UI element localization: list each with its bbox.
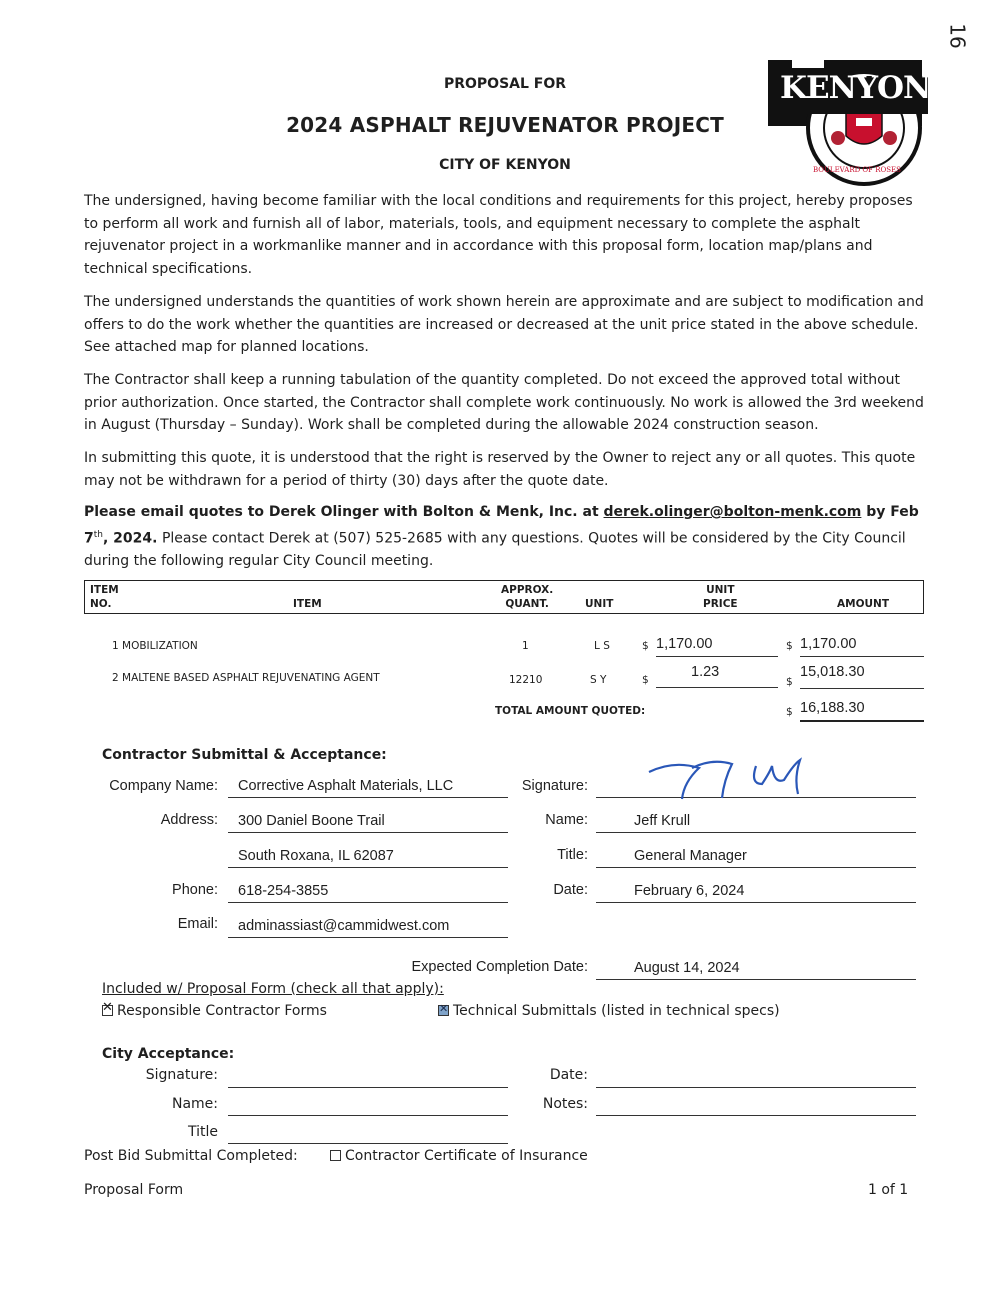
proposal-title: 2024 ASPHALT REJUVENATOR PROJECT (286, 113, 724, 137)
email-paragraph: Please email quotes to Derek Olinger with Bolton & Menk, Inc. at derek.olinger@bolton-menk.com by Feb 7th, 2024. Please contact Derek at (507) 525-2685 with any questions. Quotes will be considered by the City Council during the following regular City Council meeting. (84, 504, 919, 569)
email-instruction: Please email quotes to Derek Olinger with Bolton & Menk, Inc. at (84, 504, 604, 520)
company-name-field[interactable]: Corrective Asphalt Materials, LLC (228, 776, 508, 798)
deadline-text: by Feb 7 (84, 504, 919, 547)
technical-submittals-option[interactable] (438, 1003, 780, 1019)
row-2-unit: S Y (590, 674, 607, 686)
row-1-amount[interactable]: 1,170.00 (800, 636, 924, 657)
total-label: TOTAL AMOUNT QUOTED: (495, 705, 646, 717)
quantities-paragraph: The undersigned understands the quantities of work shown herein are approximate and are subject to modification and offers to do the work whether the quantities are increased or decreased at the unit price stated in the above schedule. See attached map for planned locations. (84, 294, 924, 355)
responsible-contractor-checkbox[interactable]: ✕ (102, 1000, 113, 1015)
row-2-quant: 12210 (509, 674, 543, 686)
th-item-no-2: NO. (90, 598, 112, 610)
tabulation-paragraph: The Contractor shall keep a running tabulation of the quantity completed. Do not exceed the approved total without prior authorization. Once started, the Contractor shall complete work continuously. No work is allowed the 3rd weekend in August (Thursday – Sunday). Work shall be completed during the allowable 2024 construction season. (84, 372, 924, 433)
title-label: Title: (557, 847, 588, 863)
city-subtitle: CITY OF KENYON (439, 157, 571, 173)
footer-right: 1 of 1 (868, 1182, 909, 1198)
row-2-amount[interactable]: 15,018.30 (800, 664, 924, 689)
city-signature-field[interactable] (228, 1066, 508, 1088)
address-line-2-field[interactable]: South Roxana, IL 62087 (228, 846, 508, 868)
total-currency: $ (786, 706, 793, 718)
included-heading: Included w/ Proposal Form (check all that apply): (102, 981, 444, 997)
bid-table-header (84, 580, 924, 614)
proposal-pre-title: PROPOSAL FOR (443, 76, 567, 92)
date-label: Date: (553, 882, 588, 898)
row-2-amount-currency: $ (786, 676, 793, 688)
phone-label: Phone: (172, 882, 218, 898)
th-quant-2: QUANT. (505, 598, 549, 610)
withdrawal-paragraph: In submitting this quote, it is understood that the right is reserved by the Owner to reject any or all quotes. This quote may not be withdrawn for a period of thirty (30) days after the quote date. (84, 450, 916, 489)
th-item-no-1: ITEM (90, 584, 119, 596)
contractor-signature-field[interactable] (596, 776, 916, 798)
city-acceptance-heading: City Acceptance: (102, 1046, 235, 1062)
technical-submittals-checkbox[interactable] (438, 1005, 449, 1016)
city-date-field[interactable] (596, 1066, 916, 1088)
city-title-label: Title (187, 1124, 218, 1140)
email-label: Email: (177, 916, 218, 932)
row-1-quant: 1 (522, 640, 529, 652)
name-label: Name: (545, 812, 588, 828)
contractor-heading: Contractor Submittal & Acceptance: (102, 747, 387, 763)
row-2-currency: $ (642, 674, 649, 686)
certificate-insurance-label: Contractor Certificate of Insurance (345, 1148, 588, 1164)
contact-email-link[interactable]: derek.olinger@bolton-menk.com (603, 504, 862, 520)
logo-ring-text: BOULEVARD OF ROSES (813, 166, 901, 174)
address-line-1-field[interactable]: 300 Daniel Boone Trail (228, 811, 508, 833)
kenyon-logo (762, 56, 930, 186)
row-2-unit-price[interactable]: 1.23 (656, 664, 778, 688)
total-amount[interactable]: 16,188.30 (800, 700, 924, 722)
row-1-currency: $ (642, 640, 649, 652)
certificate-insurance-option[interactable] (330, 1148, 588, 1164)
completion-date-field[interactable]: August 14, 2024 (596, 958, 916, 980)
deadline-year: , 2024 (102, 530, 153, 547)
phone-field[interactable]: 618-254-3855 (228, 881, 508, 903)
th-item: ITEM (293, 598, 322, 610)
page-number: 16 (945, 23, 970, 49)
row-1-unit: L S (594, 640, 610, 652)
certificate-insurance-checkbox[interactable] (330, 1150, 341, 1161)
deadline-sup: th (93, 529, 103, 540)
address-label: Address: (160, 812, 218, 828)
row-1-item: 1 MOBILIZATION (112, 640, 198, 652)
contractor-name-field[interactable]: Jeff Krull (596, 811, 916, 833)
contractor-title-field[interactable]: General Manager (596, 846, 916, 868)
th-unit: UNIT (585, 598, 614, 610)
handwritten-signature (644, 754, 824, 804)
technical-submittals-label: Technical Submittals (listed in technical specs) (453, 1003, 780, 1019)
email-field[interactable]: adminassiast@cammidwest.com (228, 916, 508, 938)
responsible-contractor-label: Responsible Contractor Forms (117, 1003, 327, 1019)
contact-text: Please contact Derek at (507) 525-2685 with any questions. Quotes will be considered by the City Council during the following regular City Council meeting. (84, 530, 906, 569)
completion-date-label: Expected Completion Date: (411, 959, 588, 975)
th-price-1: UNIT (706, 584, 735, 596)
city-notes-label: Notes: (542, 1096, 588, 1112)
intro-paragraph: The undersigned, having become familiar with the local conditions and requirements for this project, hereby proposes to perform all work and furnish all of labor, materials, tools, and equipment necessary to complete the asphalt rejuvenator project in a workmanlike manner and in accordance with this proposal form, location map/plans and technical specifications. (84, 193, 913, 277)
city-date-label: Date: (549, 1067, 588, 1083)
row-1-amount-currency: $ (786, 640, 793, 652)
city-name-field[interactable] (228, 1094, 508, 1116)
post-bid-label: Post Bid Submittal Completed: (84, 1148, 298, 1164)
company-name-label: Company Name: (109, 778, 218, 794)
signature-label: Signature: (521, 778, 588, 794)
city-signature-label: Signature: (145, 1067, 218, 1083)
row-2-item: 2 MALTENE BASED ASPHALT REJUVENATING AGENT (112, 672, 380, 684)
city-notes-field[interactable] (596, 1094, 916, 1116)
footer-left: Proposal Form (84, 1182, 184, 1198)
th-amount: AMOUNT (837, 598, 889, 610)
responsible-contractor-option[interactable] (102, 1000, 327, 1019)
th-quant-1: APPROX. (501, 584, 554, 596)
city-name-label: Name: (171, 1096, 218, 1112)
row-1-unit-price[interactable]: 1,170.00 (656, 636, 778, 657)
city-title-field[interactable] (228, 1122, 508, 1144)
contractor-date-field[interactable]: February 6, 2024 (596, 881, 916, 903)
th-price-2: PRICE (703, 598, 738, 610)
logo-text: KENYON (780, 70, 931, 106)
